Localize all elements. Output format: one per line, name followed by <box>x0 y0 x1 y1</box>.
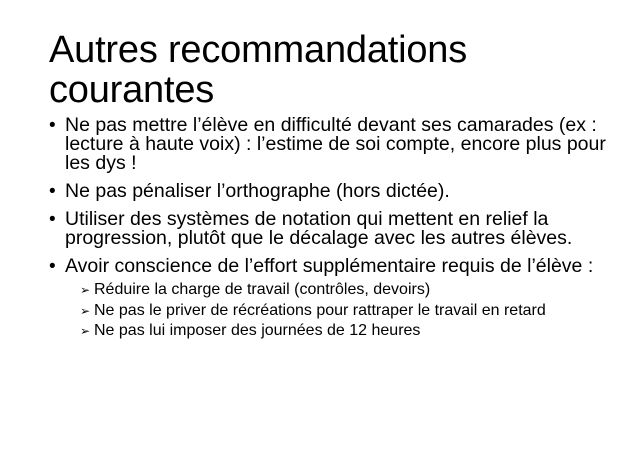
arrow-bullet-icon: ➢ <box>80 283 91 297</box>
bullet-item <box>49 257 609 339</box>
bullet-text: Ne pas pénaliser l’orthographe (hors dictée). <box>65 180 450 202</box>
arrow-bullet-icon: ➢ <box>80 303 91 318</box>
bullet-marker: • <box>49 209 56 230</box>
sub-bullet-text: Ne pas le priver de récréations pour rattraper le travail en retard <box>94 301 546 319</box>
bullet-item <box>49 210 609 248</box>
sub-bullet-item <box>80 303 550 319</box>
bullet-text: Avoir conscience de l’effort supplémentaire requis de l’élève : <box>65 255 594 277</box>
bullet-item <box>49 182 609 201</box>
bullet-text: Ne pas mettre l’élève en difficulté devant ses camarades (ex : lecture à haute voix) : l’estime de soi compte, encore plus pour les dys ! <box>65 114 606 174</box>
bullet-marker: • <box>49 115 56 136</box>
bullet-list <box>49 116 609 348</box>
slide-title: Autres recommandations courantes <box>49 29 468 111</box>
bullet-text: Utiliser des systèmes de notation qui mettent en relief la progression, plutôt que le décalage avec les autres élèves. <box>65 208 573 249</box>
bullet-item <box>49 116 609 173</box>
sub-bullet-text: Ne pas lui imposer des journées de 12 heures <box>94 322 421 339</box>
bullet-marker: • <box>49 181 56 202</box>
arrow-bullet-icon: ➢ <box>80 324 91 338</box>
sub-bullet-item <box>80 282 550 298</box>
sub-bullet-item <box>80 323 550 339</box>
sub-bullet-text: Réduire la charge de travail (contrôles, devoirs) <box>94 281 431 298</box>
sub-bullet-list <box>80 282 550 339</box>
bullet-marker: • <box>49 256 56 277</box>
